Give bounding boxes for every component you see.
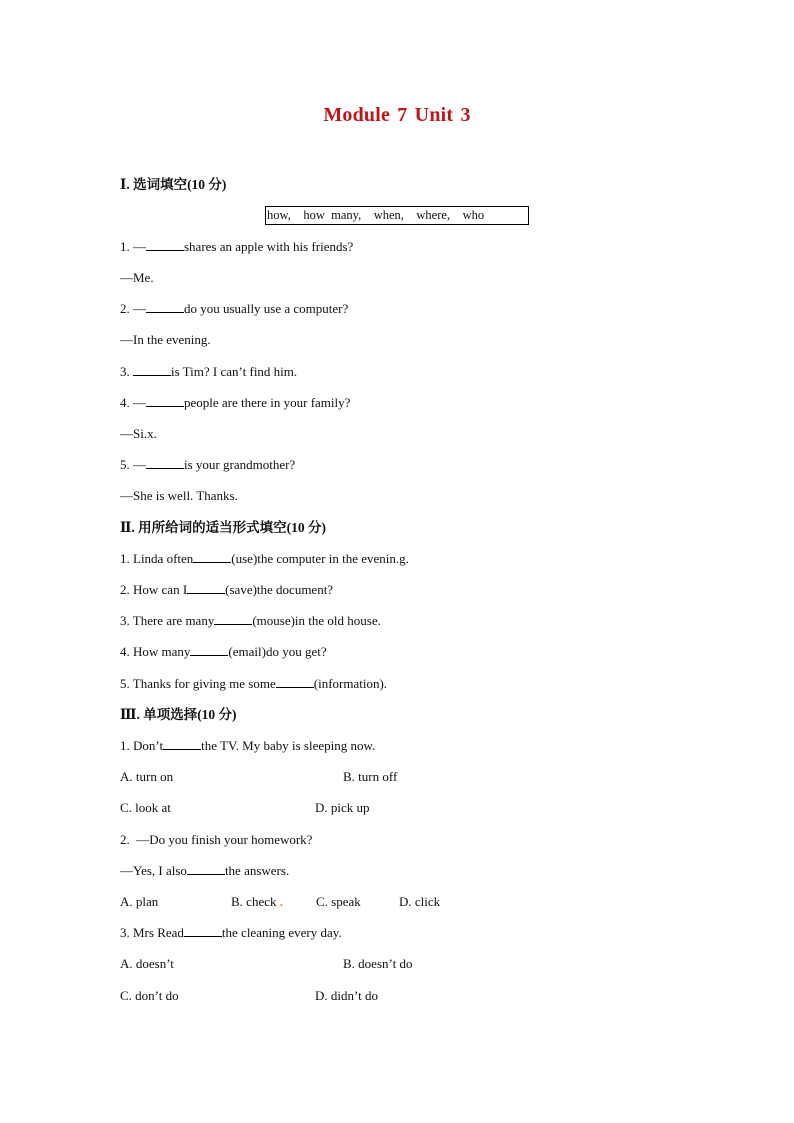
answer-blank xyxy=(187,581,225,594)
answer-blank xyxy=(146,300,184,313)
page-title: Module 7 Unit 3 xyxy=(323,104,471,126)
s3-q3-option-c: C. don’t do xyxy=(120,988,179,1003)
word-box: how, how many, when, where, who xyxy=(265,206,529,225)
s3-q3-option-b: B. doesn’t do xyxy=(343,956,413,971)
s3-q2-option-d: D. click xyxy=(399,894,441,909)
stray-dot: . xyxy=(279,894,283,909)
s1-q2: 2. — do you usually use a computer? xyxy=(120,301,349,316)
s2-q3: 3. There are many (mouse)in the old house. xyxy=(120,613,381,628)
s1-q3: 3. is Tim? I can’t find him. xyxy=(120,364,298,379)
s3-q2-option-b: B. check . xyxy=(231,894,283,909)
answer-blank xyxy=(184,924,222,937)
answer-blank xyxy=(146,456,184,469)
s3-q2: 2. —Do you finish your homework? xyxy=(120,832,313,847)
s3-q1-option-b: B. turn off xyxy=(343,769,398,784)
s1-q1: 1. — shares an apple with his friends? xyxy=(120,239,354,254)
s1-q5: 5. — is your grandmother? xyxy=(120,457,296,472)
answer-blank xyxy=(163,737,201,750)
s3-q1: 1. Don’t the TV. My baby is sleeping now. xyxy=(120,738,376,753)
answer-blank xyxy=(193,550,231,563)
answer-blank xyxy=(276,675,314,688)
s2-q5: 5. Thanks for giving me some (information). xyxy=(120,676,388,691)
s1-a5: —She is well. Thanks. xyxy=(120,488,238,503)
s2-q1: 1. Linda often (use)the computer in the evenin.g. xyxy=(120,551,409,566)
s1-a4: —Si.x. xyxy=(120,426,157,441)
s3-q1-option-a: A. turn on xyxy=(120,769,174,784)
s3-q2-option-a: A. plan xyxy=(120,894,159,909)
section-1-heading: Ⅰ. 选词填空(10 分) xyxy=(120,177,227,192)
s1-q4: 4. — people are there in your family? xyxy=(120,395,351,410)
s1-a1: —Me. xyxy=(120,270,154,285)
s3-q3: 3. Mrs Read the cleaning every day. xyxy=(120,925,342,940)
answer-blank xyxy=(190,643,228,656)
s3-q3-option-d: D. didn’t do xyxy=(315,988,378,1003)
s3-q3-option-a: A. doesn’t xyxy=(120,956,174,971)
section-3-heading: Ⅲ. 单项选择(10 分) xyxy=(120,707,237,722)
answer-blank xyxy=(187,862,225,875)
s3-q2-reply: —Yes, I also the answers. xyxy=(120,863,290,878)
s3-q1-option-c: C. look at xyxy=(120,800,171,815)
s3-q2-option-c: C. speak xyxy=(316,894,361,909)
section-2-heading: Ⅱ. 用所给词的适当形式填空(10 分) xyxy=(120,520,326,535)
s3-q1-option-d: D. pick up xyxy=(315,800,370,815)
s2-q2: 2. How can I (save)the document? xyxy=(120,582,334,597)
s1-a2: —In the evening. xyxy=(120,332,211,347)
answer-blank xyxy=(146,238,184,251)
s2-q4: 4. How many (email)do you get? xyxy=(120,644,327,659)
answer-blank xyxy=(214,612,252,625)
answer-blank xyxy=(146,394,184,407)
answer-blank xyxy=(133,363,171,376)
